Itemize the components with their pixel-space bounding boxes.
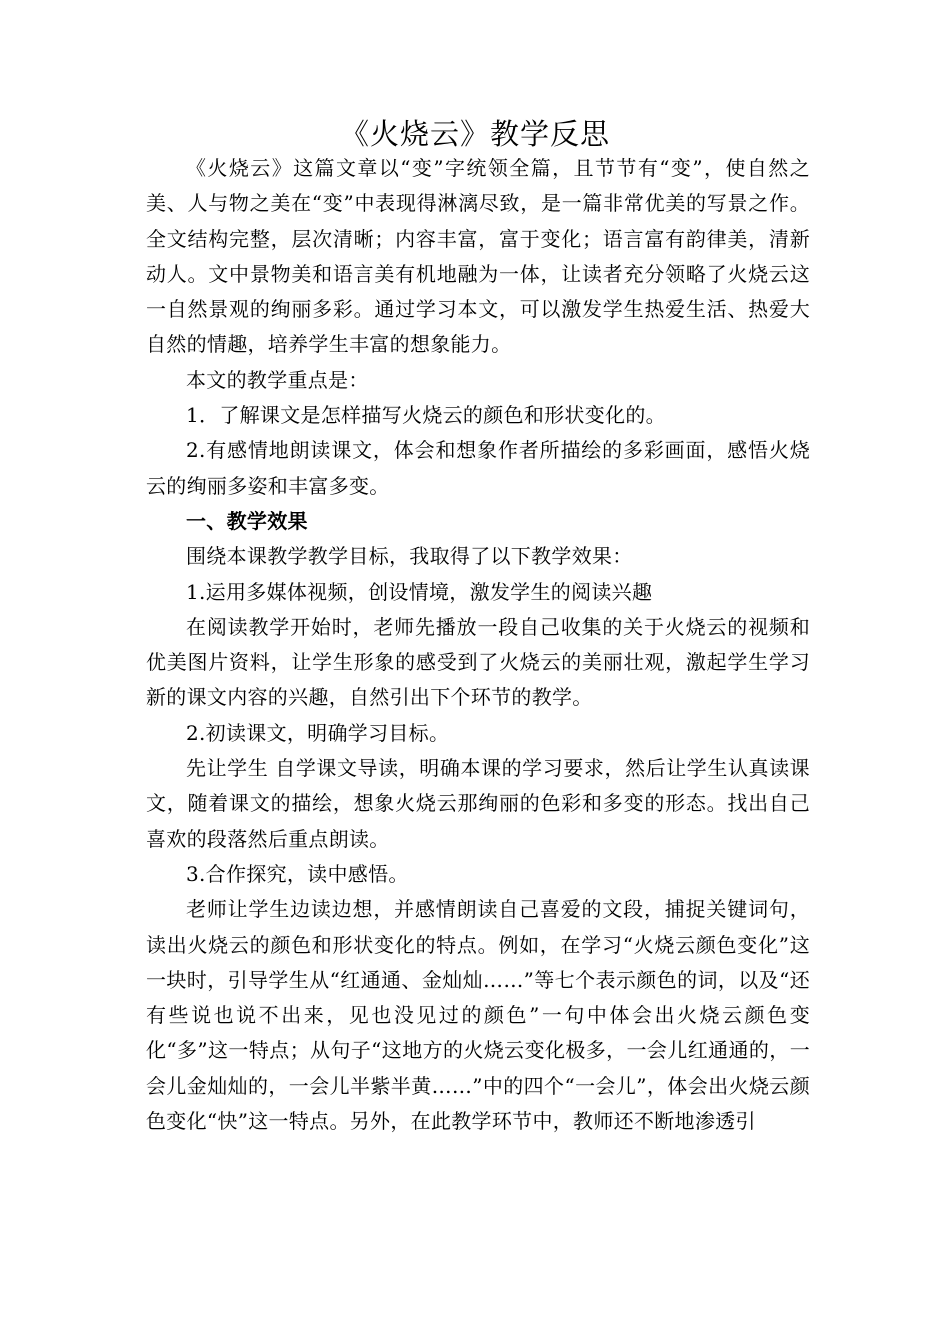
teaching-focus-intro: 本文的教学重点是：	[186, 367, 369, 392]
effect-item-1-body: 在阅读教学开始时，老师先播放一段自己收集的关于火烧云的视频和优美图片资料，让学生形象的感受到了火烧云的美丽壮观，激起学生学习新的课文内容的兴趣，自然引出下个环节的教学。	[146, 614, 810, 710]
section-heading-teaching-effect: 一、教学效果	[186, 508, 308, 533]
document-title: 《火烧云》教学反思	[339, 117, 610, 151]
effect-item-2-title: 2.初读课文，明确学习目标。	[186, 720, 450, 745]
effect-item-2-body: 先让学生 自学课文导读，明确本课的学习要求，然后让学生认真读课文，随着课文的描绘，想象火烧云那绚丽的色彩和多变的形态。找出自己喜欢的段落然后重点朗读。	[146, 756, 810, 851]
teaching-focus-item-1: 1．了解课文是怎样描写火烧云的颜色和形状变化的。	[186, 403, 666, 428]
effect-item-3-title: 3.合作探究，读中感悟。	[186, 861, 409, 886]
teaching-focus-item-2: 2.有感情地朗读课文，体会和想象作者所描绘的多彩画面，感悟火烧云的绚丽多姿和丰富多变。	[146, 438, 810, 498]
document-body	[146, 151, 810, 1139]
intro-paragraph: 《火烧云》这篇文章以“变”字统领全篇，且节节有“变”，使自然之美、人与物之美在“变”中表现得淋漓尽致，是一篇非常优美的写景之作。全文结构完整，层次清晰；内容丰富，富于变化；语言富有韵律美，清新动人。文中景物美和语言美有机地融为一体，让读者充分领略了火烧云这一自然景观的绚丽多彩。通过学习本文，可以激发学生热爱生活、热爱大自然的情趣，培养学生丰富的想象能力。	[146, 156, 810, 357]
effect-item-3-body: 老师让学生边读边想，并感情朗读自己喜爱的文段，捕捉关键词句，读出火烧云的颜色和形状变化的特点。例如，在学习“火烧云颜色变化”这一块时，引导学生从“红通通、金灿灿……”等七个表示颜色的词，以及“还有些说也说不出来，见也没见过的颜色”一句中体会出火烧云颜色变化“多”这一特点；从句子“这地方的火烧云变化极多，一会儿红通通的，一会儿金灿灿的，一会儿半紫半黄……”中的四个“一会儿”，体会出火烧云颜色变化“快”这一特点。另外，在此教学环节中，教师还不断地渗透引	[146, 897, 810, 1134]
effect-item-1-title: 1.运用多媒体视频，创设情境，激发学生的阅读兴趣	[186, 579, 653, 604]
teaching-effect-intro: 围绕本课教学教学目标，我取得了以下教学效果：	[186, 544, 633, 569]
